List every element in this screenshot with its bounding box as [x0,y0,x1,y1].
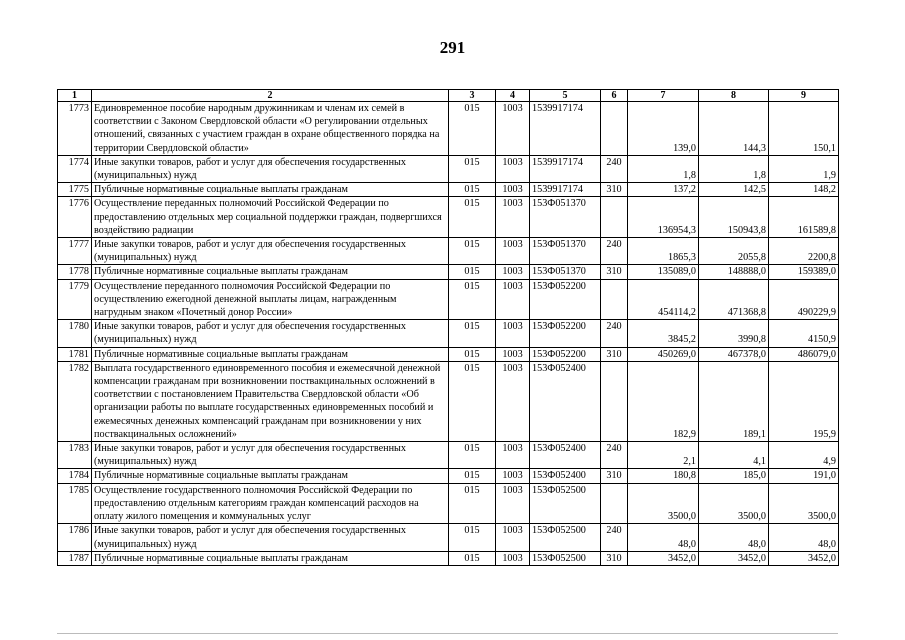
code-target-article: 153Ф052500 [530,524,601,551]
code-target-article: 1539917174 [530,155,601,182]
amount-year-1: 48,0 [628,524,699,551]
amount-year-2: 4,1 [699,442,769,469]
code-ministry: 015 [449,483,496,524]
amount-year-1: 3452,0 [628,551,699,565]
code-ministry: 015 [449,265,496,279]
table-row [58,279,839,320]
column-header: 8 [699,90,769,102]
code-section: 1003 [496,155,530,182]
code-expense-type [601,102,628,156]
code-target-article: 153Ф052400 [530,361,601,441]
amount-year-2: 150943,8 [699,197,769,238]
row-description: Иные закупки товаров, работ и услуг для обеспечения государственных (муниципальных) нужд [92,442,449,469]
code-expense-type: 240 [601,238,628,265]
code-section: 1003 [496,361,530,441]
code-ministry: 015 [449,238,496,265]
column-header: 6 [601,90,628,102]
amount-year-3: 150,1 [769,102,839,156]
code-section: 1003 [496,442,530,469]
amount-year-2: 48,0 [699,524,769,551]
amount-year-2: 3452,0 [699,551,769,565]
table-row [58,183,839,197]
table-row [58,238,839,265]
page-bottom-rule [57,633,838,634]
row-description: Публичные нормативные социальные выплаты гражданам [92,469,449,483]
budget-table [57,89,839,566]
amount-year-3: 2200,8 [769,238,839,265]
row-description: Выплата государственного единовременного пособия и ежемесячной денежной компенсации гражданам при возникновении поствакцинальных осложнений в соответствии с постановлением Правительства Свердловской области «Об организации работы по выплате государственных единовременных пособий и ежемесячных денежных компенсаций гражданам при возникновении у них поствакцинальных осложнений» [92,361,449,441]
column-header: 9 [769,90,839,102]
amount-year-1: 3845,2 [628,320,699,347]
code-expense-type: 310 [601,469,628,483]
amount-year-3: 48,0 [769,524,839,551]
code-expense-type: 310 [601,265,628,279]
row-description: Иные закупки товаров, работ и услуг для обеспечения государственных (муниципальных) нужд [92,238,449,265]
code-ministry: 015 [449,361,496,441]
table-row [58,551,839,565]
code-ministry: 015 [449,551,496,565]
table-row [58,524,839,551]
row-number: 1780 [58,320,92,347]
code-section: 1003 [496,347,530,361]
table-row [58,442,839,469]
code-expense-type: 310 [601,551,628,565]
code-section: 1003 [496,320,530,347]
row-description: Публичные нормативные социальные выплаты гражданам [92,265,449,279]
code-section: 1003 [496,469,530,483]
code-section: 1003 [496,197,530,238]
code-ministry: 015 [449,155,496,182]
code-target-article: 153Ф052400 [530,442,601,469]
column-header: 2 [92,90,449,102]
code-target-article: 1539917174 [530,102,601,156]
row-description: Иные закупки товаров, работ и услуг для обеспечения государственных (муниципальных) нужд [92,320,449,347]
code-ministry: 015 [449,183,496,197]
amount-year-2: 148888,0 [699,265,769,279]
code-expense-type: 240 [601,442,628,469]
column-header: 7 [628,90,699,102]
code-ministry: 015 [449,279,496,320]
row-description: Иные закупки товаров, работ и услуг для обеспечения государственных (муниципальных) нужд [92,524,449,551]
row-number: 1779 [58,279,92,320]
code-ministry: 015 [449,320,496,347]
amount-year-1: 3500,0 [628,483,699,524]
column-header: 1 [58,90,92,102]
amount-year-2: 467378,0 [699,347,769,361]
amount-year-1: 454114,2 [628,279,699,320]
amount-year-3: 3500,0 [769,483,839,524]
table-row [58,102,839,156]
table-row [58,265,839,279]
amount-year-1: 137,2 [628,183,699,197]
row-description: Публичные нормативные социальные выплаты гражданам [92,183,449,197]
code-target-article: 1539917174 [530,183,601,197]
amount-year-1: 1865,3 [628,238,699,265]
table-row [58,320,839,347]
table-row [58,361,839,441]
amount-year-2: 2055,8 [699,238,769,265]
code-expense-type: 310 [601,347,628,361]
code-section: 1003 [496,102,530,156]
row-number: 1778 [58,265,92,279]
row-number: 1773 [58,102,92,156]
amount-year-1: 1,8 [628,155,699,182]
code-target-article: 153Ф052500 [530,551,601,565]
amount-year-1: 139,0 [628,102,699,156]
code-section: 1003 [496,483,530,524]
amount-year-3: 161589,8 [769,197,839,238]
row-description: Единовременное пособие народным дружинникам и членам их семей в соответствии с Законом Свердловской области «О регулировании отдельных отношений, связанных с участием граждан в охране общественного порядка на территории Свердловской области» [92,102,449,156]
row-description: Осуществление переданного полномочия Российской Федерации по осуществлению ежегодной денежной выплаты лицам, награжденным нагрудным знаком «Почетный донор России» [92,279,449,320]
row-number: 1783 [58,442,92,469]
amount-year-3: 159389,0 [769,265,839,279]
code-section: 1003 [496,279,530,320]
amount-year-2: 3500,0 [699,483,769,524]
code-target-article: 153Ф052500 [530,483,601,524]
table-header-row [58,90,839,102]
page-number: 291 [439,38,466,57]
row-number: 1777 [58,238,92,265]
row-description: Иные закупки товаров, работ и услуг для обеспечения государственных (муниципальных) нужд [92,155,449,182]
row-description: Публичные нормативные социальные выплаты гражданам [92,551,449,565]
code-expense-type: 240 [601,524,628,551]
amount-year-3: 4,9 [769,442,839,469]
code-expense-type [601,361,628,441]
code-section: 1003 [496,238,530,265]
amount-year-3: 1,9 [769,155,839,182]
code-expense-type: 310 [601,183,628,197]
amount-year-2: 142,5 [699,183,769,197]
code-ministry: 015 [449,347,496,361]
code-ministry: 015 [449,197,496,238]
row-number: 1774 [58,155,92,182]
amount-year-1: 182,9 [628,361,699,441]
amount-year-3: 4150,9 [769,320,839,347]
amount-year-1: 135089,0 [628,265,699,279]
amount-year-3: 490229,9 [769,279,839,320]
code-expense-type: 240 [601,320,628,347]
table-row [58,469,839,483]
amount-year-1: 180,8 [628,469,699,483]
row-number: 1784 [58,469,92,483]
row-number: 1786 [58,524,92,551]
amount-year-3: 486079,0 [769,347,839,361]
amount-year-3: 191,0 [769,469,839,483]
code-target-article: 153Ф051370 [530,197,601,238]
code-expense-type [601,483,628,524]
column-header: 5 [530,90,601,102]
row-description: Осуществление государственного полномочия Российской Федерации по предоставлению отдельным категориям граждан компенсаций расходов на оплату жилого помещения и коммунальных услуг [92,483,449,524]
amount-year-2: 144,3 [699,102,769,156]
amount-year-3: 148,2 [769,183,839,197]
code-ministry: 015 [449,469,496,483]
amount-year-2: 1,8 [699,155,769,182]
code-target-article: 153Ф051370 [530,238,601,265]
code-ministry: 015 [449,524,496,551]
amount-year-2: 189,1 [699,361,769,441]
amount-year-1: 136954,3 [628,197,699,238]
row-description: Осуществление переданных полномочий Российской Федерации по предоставлению отдельных мер социальной поддержки граждан, подвергшихся воздействию радиации [92,197,449,238]
table-row [58,155,839,182]
code-ministry: 015 [449,102,496,156]
row-number: 1787 [58,551,92,565]
code-expense-type [601,279,628,320]
row-description: Публичные нормативные социальные выплаты гражданам [92,347,449,361]
code-target-article: 153Ф052200 [530,347,601,361]
amount-year-3: 3452,0 [769,551,839,565]
code-ministry: 015 [449,442,496,469]
amount-year-3: 195,9 [769,361,839,441]
table-row [58,197,839,238]
column-header: 3 [449,90,496,102]
table-row [58,347,839,361]
code-target-article: 153Ф052200 [530,279,601,320]
code-section: 1003 [496,551,530,565]
code-target-article: 153Ф052200 [530,320,601,347]
amount-year-1: 2,1 [628,442,699,469]
row-number: 1775 [58,183,92,197]
amount-year-1: 450269,0 [628,347,699,361]
row-number: 1785 [58,483,92,524]
code-target-article: 153Ф051370 [530,265,601,279]
amount-year-2: 185,0 [699,469,769,483]
row-number: 1776 [58,197,92,238]
table-row [58,483,839,524]
table-body [58,102,839,566]
code-section: 1003 [496,524,530,551]
row-number: 1782 [58,361,92,441]
code-section: 1003 [496,265,530,279]
row-number: 1781 [58,347,92,361]
amount-year-2: 471368,8 [699,279,769,320]
code-expense-type [601,197,628,238]
amount-year-2: 3990,8 [699,320,769,347]
column-header: 4 [496,90,530,102]
code-expense-type: 240 [601,155,628,182]
code-target-article: 153Ф052400 [530,469,601,483]
code-section: 1003 [496,183,530,197]
